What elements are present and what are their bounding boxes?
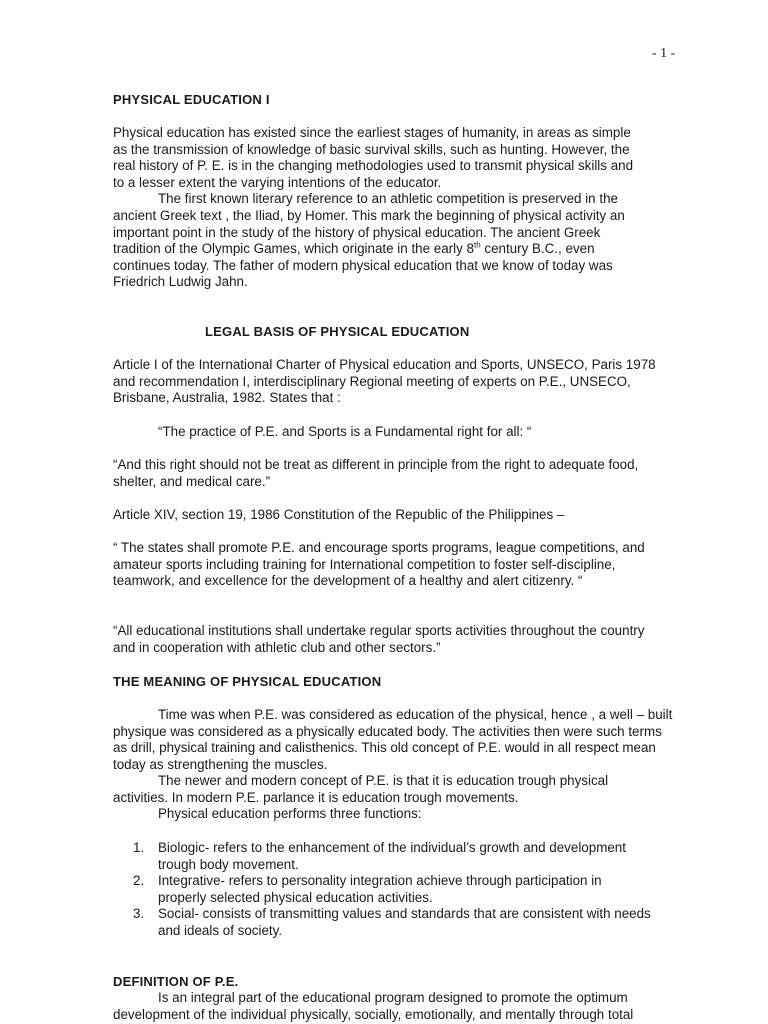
page-number: - 1 - [652,46,676,61]
definition-line: Is an integral part of the educational program designed to promote the optimum [158,990,628,1005]
quote-educational-institutions: “All educational institutions shall undertake regular sports activities throughout the country and in cooperation with athletic club and other sectors.” [113,623,645,655]
intro-line: to a lesser extent the varying intentions of the educator. [113,174,442,190]
meaning-paragraph-modern-concept: The newer and modern concept of P.E. is that it is education trough physical activities. In modern P.E. parlance it is education trough movements. [113,773,609,805]
list-item: 3. Social- consists of transmitting values and standards that are consistent with needs and ideals of society. [133,906,651,938]
history-line: Friedrich Ludwig Jahn. [113,274,248,290]
ordinal-superscript: th [473,240,481,250]
meaning-paragraph-old-concept: Time was when P.E. was considered as education of the physical, hence , a well – built physique was considered as a physically educated body. The activities then were such terms as drill, physical training and calisthenics. This old concept of P.E. would in all respect mean today as strengthening the muscles. [113,707,673,772]
definition-line: development of the individual physically, socially, emotionally, and mentally through total [113,1006,634,1022]
heading-physical-education: PHYSICAL EDUCATION I [113,92,270,107]
history-line: tradition of the Olympic Games, which originate in the early 8th century B.C., even [113,240,595,257]
heading-legal-basis: LEGAL BASIS OF PHYSICAL EDUCATION [205,324,470,339]
functions-intro: Physical education performs three functions: [158,806,422,821]
definition-paragraph [113,990,733,1023]
intro-paragraph [113,125,713,291]
history-line: continues today. The father of modern physical education that we know of today was [113,257,613,273]
quote-fundamental-right: “The practice of P.E. and Sports is a Fundamental right for all: “ [158,424,532,439]
quote-right-to-food: “And this right should not be treat as different in principle from the right to adequate food, shelter, and medical care.” [113,457,639,489]
history-line: important point in the study of the history of physical education. The ancient Greek [113,224,601,240]
history-line: ancient Greek text , the Iliad, by Homer. This mark the beginning of physical activity an [113,207,625,223]
list-item: 2. Integrative- refers to personality integration achieve through participation in properly selected physical education activities. [133,873,602,905]
intro-line: as the transmission of knowledge of basic survival skills, such as hunting. However, the [113,141,630,157]
intro-line: real history of P. E. is in the changing methodologies used to transmit physical skills and [113,158,634,174]
quote-state-promotion: “ The states shall promote P.E. and encourage sports programs, league competitions, and amateur sports including training for International competition to foster self-discipline, teamwork, and excellence for the development of a healthy and alert citizenry. “ [113,540,645,589]
intro-line: Physical education has existed since the earliest stages of humanity, in areas as simple [113,125,631,140]
history-line: The first known literary reference to an athletic competition is preserved in the [158,191,618,207]
article-i-paragraph: Article I of the International Charter of Physical education and Sports, UNSECO, Paris 1978 and recommendation I, interdisciplinary Regional meeting of experts on P.E., UNSECO, Brisbane, Australia, 1982. States that : [113,357,656,406]
heading-definition-of-pe: DEFINITION OF P.E. [113,974,239,989]
heading-meaning-of-pe: THE MEANING OF PHYSICAL EDUCATION [113,674,382,689]
functions-list [113,840,653,940]
list-item: 1. Biologic- refers to the enhancement of the individual’s growth and development trough body movement. [133,840,626,872]
article-xiv-paragraph: Article XIV, section 19, 1986 Constitution of the Republic of the Philippines – [113,507,565,522]
